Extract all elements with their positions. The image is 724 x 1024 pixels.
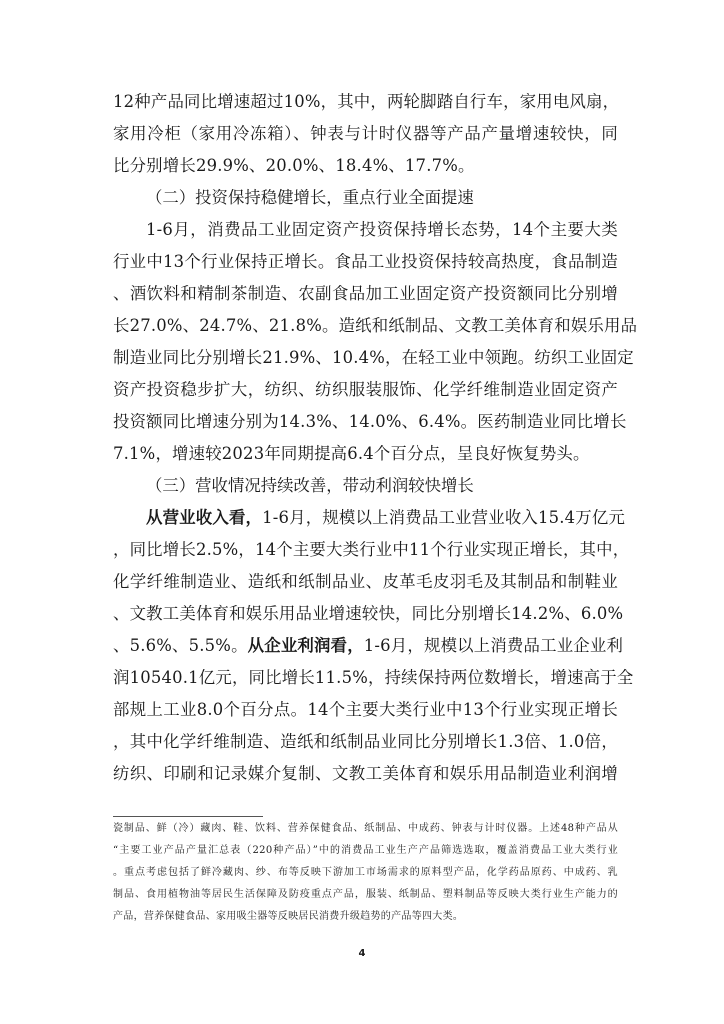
body-line <box>113 636 624 656</box>
body-line <box>146 508 626 528</box>
page-number: 4 <box>358 948 366 959</box>
body-line: ，其中化学纤维制造、造纸和纸制品业同比分别增长1.3倍、1.0倍， <box>113 732 618 751</box>
body-line: 12种产品同比增速超过10%，其中，两轮脚踏自行车，家用电风扇， <box>113 92 620 111</box>
section-heading-investment: （二）投资保持稳健增长，重点行业全面提速 <box>146 188 474 207</box>
body-line: 润10540.1亿元，同比增长11.5%，持续保持两位数增长，增速高于全 <box>113 668 634 687</box>
footnote-separator <box>113 816 263 817</box>
body-line: 资产投资稳步扩大，纺织、纺织服装服饰、化学纤维制造业固定资产 <box>113 380 618 399</box>
body-line: 、文教工美体育和娱乐用品业增速较快，同比分别增长14.2%、6.0% <box>113 604 624 623</box>
footnote-line: 瓷制品、鲜（冷）藏肉、鞋、饮料、营养保健食品、纸制品、中成药、钟表与计时仪器。上述48种产品从 <box>113 823 618 834</box>
bold-lead-profit: 从企业利润看， <box>247 636 364 655</box>
body-line: 投资额同比增速分别为14.3%、14.0%、6.4%。医药制造业同比增长 <box>113 412 627 431</box>
bold-lead-revenue: 从营业收入看， <box>146 508 263 527</box>
body-line: 、酒饮料和精制茶制造、农副食品加工业固定资产投资额同比分别增 <box>113 284 618 303</box>
body-line: 化学纤维制造业、造纸和纸制品业、皮革毛皮羽毛及其制品和制鞋业 <box>113 572 618 591</box>
footnote-line: 产品，营养保健食品、家用吸尘器等反映居民消费升级趋势的产品等四大类。 <box>113 911 464 922</box>
body-line: 比分别增长29.9%、20.0%、18.4%、17.7%。 <box>113 156 475 175</box>
body-text: 1-6月，规模以上消费品工业营业收入15.4万亿元 <box>262 508 626 527</box>
footnote-line: 。重点考虑包括了鲜冷藏肉、纱、布等反映下游加工市场需求的原料型产品，化学药品原药、中成药、乳 <box>113 867 618 878</box>
body-text: 1-6月，规模以上消费品工业企业利 <box>363 636 624 655</box>
body-line: 7.1%，增速较2023年同期提高6.4个百分点，呈良好恢复势头。 <box>113 444 590 463</box>
footnote-line: 制品、食用植物油等居民生活保障及防疫重点产品，服装、纸制品、塑料制品等反映大类行业生产能力的 <box>113 889 618 900</box>
body-line: 家用冷柜（家用冷冻箱）、钟表与计时仪器等产品产量增速较快，同 <box>113 124 618 143</box>
body-line: 长27.0%、24.7%、21.8%。造纸和纸制品、文教工美体育和娱乐用品 <box>113 316 638 335</box>
section-heading-revenue: （三）营收情况持续改善，带动利润较快增长 <box>146 476 474 495</box>
body-line: 行业中13个行业保持正增长。食品工业投资保持较高热度，食品制造 <box>113 252 618 271</box>
body-line: 1-6月，消费品工业固定资产投资保持增长态势，14个主要大类 <box>146 220 618 239</box>
body-line: 制造业同比分别增长21.9%、10.4%，在轻工业中领跑。纺织工业固定 <box>113 348 634 367</box>
body-line: ，同比增长2.5%，14个主要大类行业中11个行业实现正增长，其中， <box>113 540 630 559</box>
body-text: 、5.6%、5.5%。 <box>113 636 248 655</box>
body-line: 纺织、印刷和记录媒介复制、文教工美体育和娱乐用品制造业利润增 <box>113 764 618 783</box>
footnote-line: “主要工业产品产量汇总表（220种产品）”中的消费品工业生产产品筛选选取，覆盖消费品工业大类行业 <box>113 845 618 856</box>
body-line: 部规上工业8.0个百分点。14个主要大类行业中13个行业实现正增长 <box>113 700 618 719</box>
